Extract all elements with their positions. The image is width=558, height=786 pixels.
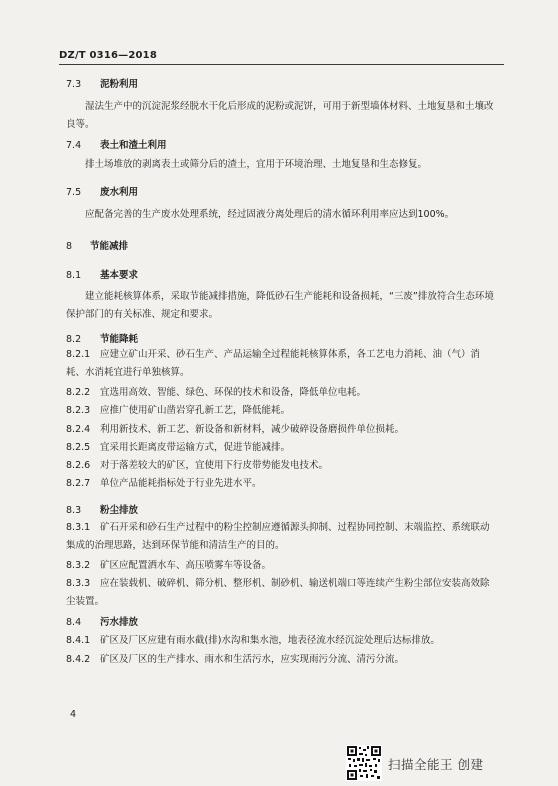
clause-8-4-1: 8.4.1 矿区及厂区应建有雨水截(排)水沟和集水池，地表径流水经沉淀处理后达标排放。 bbox=[66, 635, 440, 646]
page-number: 4 bbox=[70, 709, 77, 720]
clause-8-2-2: 8.2.2 宜选用高效、智能、绿色、环保的技术和设备，降低单位电耗。 bbox=[66, 387, 367, 398]
clause-8-2-1: 8.2.1 应建立矿山开采、砂石生产、产品运输全过程能耗核算体系，各工艺电力消耗、油（气）消耗、水消耗宜进行单独核算。 bbox=[66, 349, 481, 378]
standard-code: DZ/T 0316—2018 bbox=[59, 50, 157, 61]
paragraph-7-4: 排土场堆放的剥离表土或筛分后的渣土，宜用于环境治理、土地复垦和生态修复。 bbox=[85, 159, 428, 170]
clause-8-3-1: 8.3.1 矿石开采和砂石生产过程中的粉尘控制应遵循源头抑制、过程协同控制、末端监控、系统联动集成的治理思路，达到环保节能和清洁生产的目的。 bbox=[66, 522, 490, 551]
clause-8-2-5: 8.2.5 宜采用长距离皮带运输方式，促进节能减排。 bbox=[66, 442, 291, 453]
clause-8-2-3: 8.2.3 应推广使用矿山凿岩穿孔新工艺，降低能耗。 bbox=[66, 405, 291, 416]
clause-8-3-2: 8.3.2 矿区应配置洒水车、高压喷雾车等设备。 bbox=[66, 560, 272, 571]
chapter-heading-8: 8 节能减排 bbox=[66, 241, 129, 252]
paragraph-7-5: 应配备完善的生产废水处理系统，经过固液分离处理后的清水循环利用率应达到100%。 bbox=[85, 209, 455, 220]
section-heading-8-1: 8.1 基本要求 bbox=[66, 270, 139, 281]
clause-8-4-2: 8.4.2 矿区及厂区的生产排水、雨水和生活污水，应实现雨污分流、清污分流。 bbox=[66, 654, 405, 665]
qr-code-icon bbox=[346, 745, 382, 781]
section-heading-7-3: 7.3 泥粉利用 bbox=[66, 79, 139, 90]
header-rule bbox=[59, 64, 504, 65]
section-heading-7-5: 7.5 废水利用 bbox=[66, 187, 139, 198]
section-heading-7-4: 7.4 表土和渣土利用 bbox=[66, 140, 167, 151]
section-heading-8-3: 8.3 粉尘排放 bbox=[66, 505, 139, 516]
paragraph-8-1: 建立能耗核算体系，采取节能减排措施，降低砂石生产能耗和设备损耗，“三废”排放符合生态环境保护部门的有关标准、规定和要求。 bbox=[66, 291, 494, 320]
section-heading-8-2: 8.2 节能降耗 bbox=[66, 334, 139, 345]
clause-8-2-7: 8.2.7 单位产品能耗指标处于行业先进水平。 bbox=[66, 478, 262, 489]
scanner-watermark-label: 扫描全能王 创建 bbox=[388, 757, 484, 772]
clause-8-2-4: 8.2.4 利用新技术、新工艺、新设备和新材料，减少破碎设备磨损件单位损耗。 bbox=[66, 424, 405, 435]
clause-8-2-6: 8.2.6 对于落差较大的矿区，宜使用下行皮带势能发电技术。 bbox=[66, 460, 329, 471]
paragraph-7-3: 湿法生产中的沉淀泥浆经脱水干化后形成的泥粉或泥饼，可用于新型墙体材料、土地复垦和土壤改良等。 bbox=[66, 101, 494, 130]
clause-8-3-3: 8.3.3 应在装载机、破碎机、筛分机、整形机、制砂机、输送机端口等连续产生粉尘部位安装高效除尘装置。 bbox=[66, 578, 490, 607]
section-heading-8-4: 8.4 污水排放 bbox=[66, 617, 139, 628]
